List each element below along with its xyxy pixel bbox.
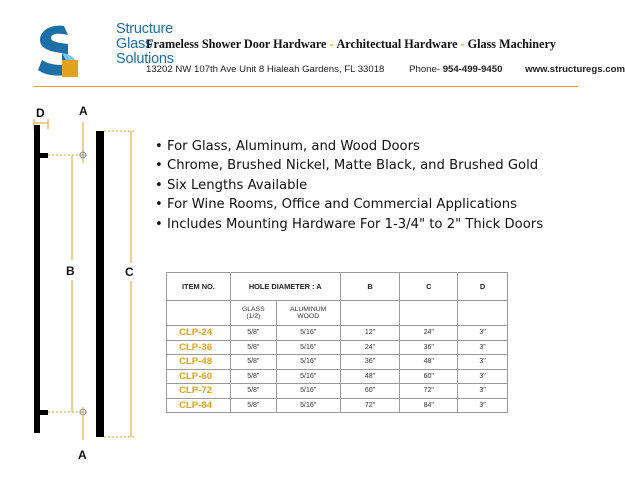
table-row [167, 340, 508, 355]
tagline-item: Frameless Shower Door Hardware [146, 37, 327, 51]
handle-dimension-diagram [0, 95, 150, 465]
cell-c: 36" [400, 340, 458, 355]
cell-item: CLP-48 [167, 355, 231, 370]
logo-line-2: Glass [116, 36, 153, 52]
cell-aluminum: 5/16" [276, 355, 340, 370]
cell-c: 60" [400, 369, 458, 384]
subheader-aluminum-wood: ALUMINUM WOOD [276, 301, 340, 326]
label-c: C [125, 265, 134, 279]
header-c: C [400, 273, 458, 301]
cell-item: CLP-24 [167, 326, 231, 341]
company-logo [34, 21, 174, 78]
standoff-bottom [34, 410, 48, 415]
handle-front-view [96, 131, 104, 437]
cell-d: 3" [458, 369, 508, 384]
cell-b: 48" [340, 369, 400, 384]
cell-d: 3" [458, 398, 508, 413]
feature-item: • Six Lengths Available [155, 176, 543, 195]
cell-b: 24" [340, 340, 400, 355]
logo-s-mark-icon [34, 22, 82, 78]
cell-glass: 5/8" [230, 398, 276, 413]
tagline-separator: - [460, 37, 465, 51]
label-d: D [36, 106, 45, 120]
cell-c: 48" [400, 355, 458, 370]
cell-c: 84" [400, 398, 458, 413]
tagline-item: Architectual Hardware [336, 37, 458, 51]
address-text: 13202 NW 107th Ave Unit 8 Hialeah Gardens, FL 33018 [146, 64, 385, 75]
cell-c: 72" [400, 384, 458, 399]
subheader-empty [458, 301, 508, 326]
cell-d: 3" [458, 355, 508, 370]
cell-glass: 5/8" [230, 340, 276, 355]
cell-item: CLP-72 [167, 384, 231, 399]
cell-glass: 5/8" [230, 369, 276, 384]
cell-b: 72" [340, 398, 400, 413]
subheader-empty [340, 301, 400, 326]
tagline-separator: - [329, 37, 334, 51]
subheader-empty [400, 301, 458, 326]
header-tagline [146, 37, 556, 52]
cell-item: CLP-84 [167, 398, 231, 413]
cell-d: 3" [458, 340, 508, 355]
header-item-no: ITEM NO. [167, 273, 231, 301]
logo-line-1: Structure [116, 21, 174, 37]
table-row [167, 369, 508, 384]
feature-item: • Chrome, Brushed Nickel, Matte Black, and Brushed Gold [155, 156, 543, 175]
phone-label: Phone- [409, 64, 441, 75]
feature-list [155, 137, 543, 234]
label-b: B [66, 264, 75, 278]
feature-item: • For Wine Rooms, Office and Commercial Applications [155, 195, 543, 214]
table-row [167, 326, 508, 341]
table-row [167, 355, 508, 370]
table-row [167, 398, 508, 413]
cell-item: CLP-36 [167, 340, 231, 355]
subheader-glass: GLASS (1/2) [230, 301, 276, 326]
cell-aluminum: 5/16" [276, 326, 340, 341]
cell-aluminum: 5/16" [276, 398, 340, 413]
cell-b: 36" [340, 355, 400, 370]
cell-glass: 5/8" [230, 326, 276, 341]
phone-number[interactable]: 954-499-9450 [442, 64, 503, 75]
cell-aluminum: 5/16" [276, 384, 340, 399]
cell-item: CLP-60 [167, 369, 231, 384]
standoff-top [34, 153, 48, 158]
table-row [167, 384, 508, 399]
table-header-row [167, 273, 508, 301]
header-d: D [458, 273, 508, 301]
cell-aluminum: 5/16" [276, 340, 340, 355]
header-b: B [340, 273, 400, 301]
website-link[interactable]: www.structuregs.com [525, 64, 625, 75]
cell-aluminum: 5/16" [276, 369, 340, 384]
tagline-item: Glass Machinery [467, 37, 556, 51]
spec-table [166, 272, 508, 413]
cell-b: 60" [340, 384, 400, 399]
cell-d: 3" [458, 326, 508, 341]
header-hole-diameter: HOLE DIAMETER : A [230, 273, 340, 301]
cell-b: 12" [340, 326, 400, 341]
subheader-empty [167, 301, 231, 326]
label-a-top: A [79, 104, 88, 118]
cell-c: 24" [400, 326, 458, 341]
contact-line [146, 64, 625, 75]
cell-d: 3" [458, 384, 508, 399]
label-a-bottom: A [78, 448, 87, 462]
header-divider [34, 86, 578, 87]
feature-item: • Includes Mounting Hardware For 1-3/4" to 2" Thick Doors [155, 215, 543, 234]
handle-side-profile [34, 125, 40, 433]
logo-line-3: Solutions [116, 51, 174, 67]
feature-item: • For Glass, Aluminum, and Wood Doors [155, 137, 543, 156]
table-subheader-row [167, 301, 508, 326]
phone-group [409, 64, 502, 75]
cell-glass: 5/8" [230, 355, 276, 370]
cell-glass: 5/8" [230, 384, 276, 399]
